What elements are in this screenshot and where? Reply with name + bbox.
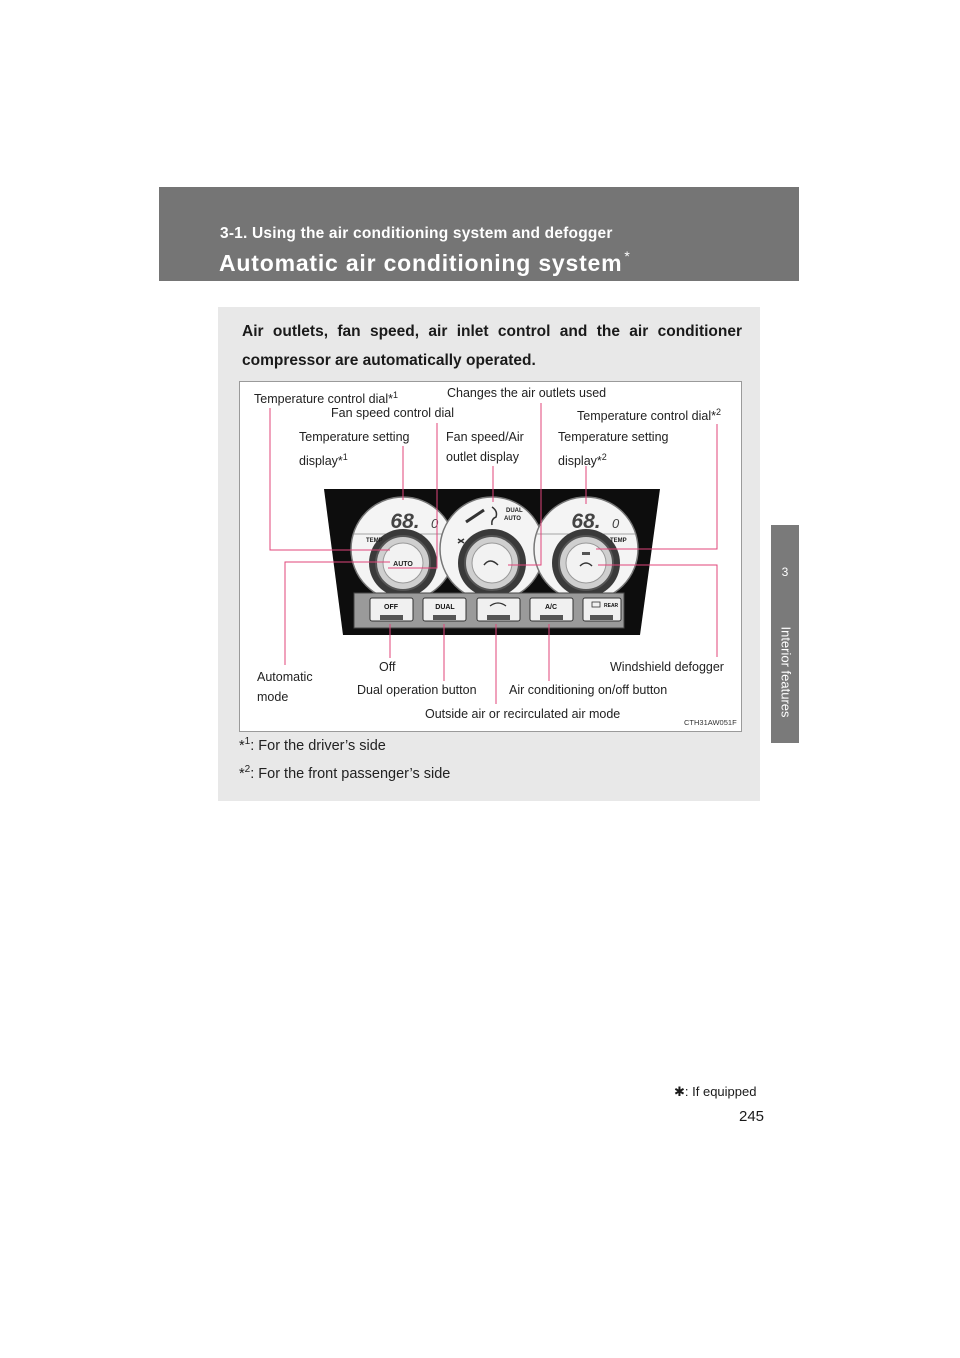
- left-temp-readout: 68.: [390, 510, 420, 533]
- right-temp-decimal: 0: [612, 516, 620, 531]
- figure-code: CTH31AW051F: [684, 718, 737, 727]
- rear-button-label: REAR: [604, 603, 619, 609]
- label-ac-button: Air conditioning on/off button: [509, 683, 668, 697]
- label-fan-outlet-display: Fan speed/Air outlet display: [446, 430, 524, 464]
- page-number: 245: [739, 1108, 765, 1125]
- dual-button-label: DUAL: [435, 604, 455, 611]
- dual-indicator: DUAL: [506, 508, 523, 514]
- label-temp-display-passenger: Temperature setting display*$^2$: [558, 430, 669, 469]
- recirc-button: [477, 598, 520, 621]
- intro-text: Air outlets, fan speed, air inlet control and the air conditioner compressor are automatically operated.: [242, 323, 742, 369]
- label-temp-display-driver: Temperature setting display*$^1$: [299, 430, 410, 469]
- footnote-driver: *$^1$: For the driver’s side: [239, 736, 386, 754]
- label-windshield-defogger: Windshield defogger: [610, 660, 724, 674]
- label-temp-dial-passenger: Temperature control dial*$^2$: [577, 407, 721, 424]
- label-temp-dial-driver: Temperature control dial*$^1$: [254, 390, 398, 407]
- diagram-figure: [239, 381, 742, 732]
- label-fan-speed-dial: Fan speed control dial: [331, 406, 454, 420]
- section-heading: 3-1. Using the air conditioning system and defogger: [220, 225, 613, 242]
- rear-defogger-button: [583, 598, 621, 621]
- off-button-label: OFF: [384, 604, 398, 611]
- left-temp-decimal: 0: [431, 516, 439, 531]
- page-title: Automatic air conditioning system *: [219, 248, 631, 276]
- right-temp-label: TEMP: [610, 538, 627, 544]
- right-temp-readout: 68.: [571, 510, 601, 533]
- footnote-passenger: *$^2$: For the front passenger’s side: [239, 764, 451, 782]
- left-temp-label: TEMP: [366, 538, 383, 544]
- chapter-number: 3: [781, 565, 789, 579]
- auto-button-label: AUTO: [393, 561, 413, 568]
- ac-button-label: A/C: [544, 604, 558, 611]
- chapter-label: Interior features: [778, 626, 794, 718]
- label-off: Off: [379, 660, 396, 674]
- equipped-mark: *: [624, 248, 631, 264]
- asterisk-icon: ✱: [674, 1084, 685, 1099]
- label-automatic-mode: Automatic mode: [257, 670, 313, 704]
- label-outside-air: Outside air or recirculated air mode: [425, 707, 621, 721]
- climate-control-panel: [240, 382, 743, 733]
- label-dual-button: Dual operation button: [357, 683, 477, 697]
- if-equipped-note: ✱: If equipped: [674, 1084, 757, 1099]
- label-changes-outlets: Changes the air outlets used: [447, 386, 607, 400]
- fan-speed-dial: [440, 497, 544, 601]
- front-defog-icon: [582, 552, 590, 555]
- auto-indicator: AUTO: [504, 516, 521, 522]
